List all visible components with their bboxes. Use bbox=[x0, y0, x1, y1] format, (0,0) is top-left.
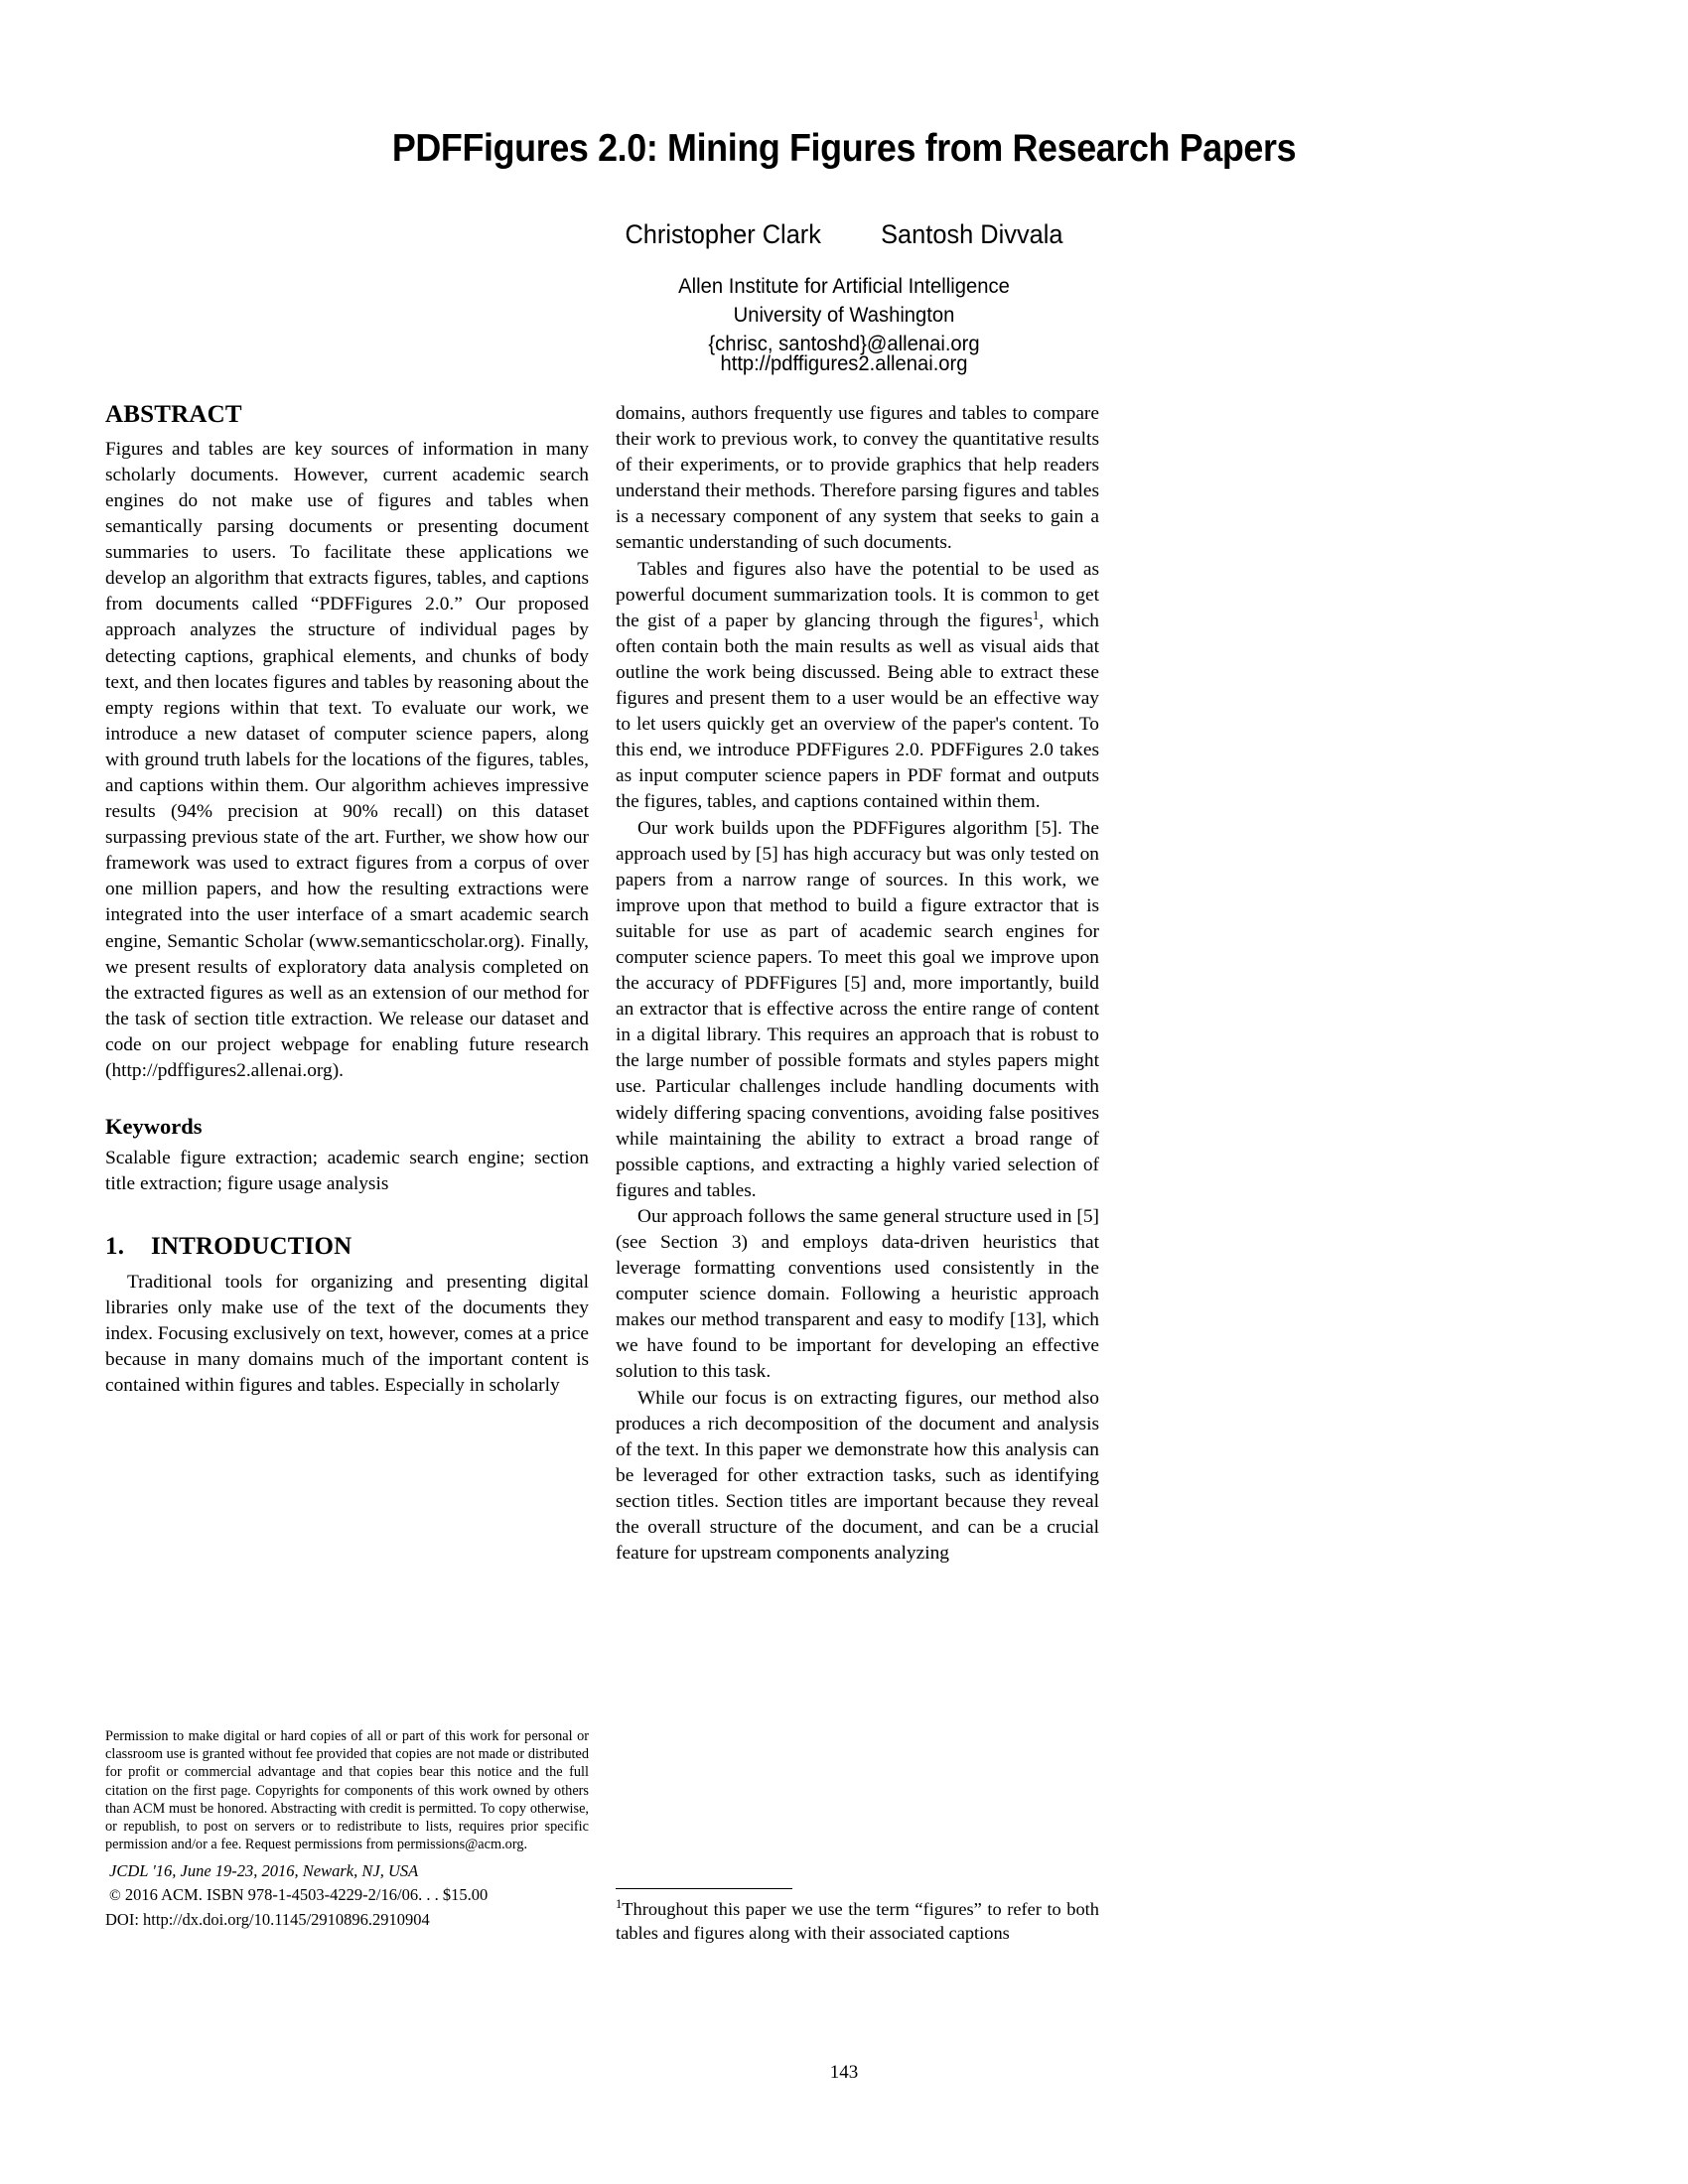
author-list bbox=[149, 219, 1540, 250]
abstract-text: Figures and tables are key sources of information in many scholarly documents. However, current academic search engines do not make use of figures and tables when semantically parsing documents or presenting document summaries to users. To facilitate these applications we develop an algorithm that extracts figures, tables, and captions from documents called “PDFFigures 2.0.” Our proposed approach analyzes the structure of individual pages by detecting captions, graphical elements, and chunks of body text, and then locates figures and tables by reasoning about the empty regions within that text. To evaluate our work, we introduce a new dataset of computer science papers, along with ground truth labels for the locations of the figures, tables, and captions within them. Our algorithm achieves impressive results (94% precision at 90% recall) on this dataset surpassing previous state of the art. Further, we show how our framework was used to extract figures from a corpus of over one million papers, and how the resulting extractions were integrated into the user interface of a smart academic search engine, Semantic Scholar (www.semanticscholar.org). Finally, we present results of exploratory data analysis completed on the extracted figures as well as an extension of our method for the task of section title extraction. We release our dataset and code on our project webpage for enabling future research (http://pdffigures2.allenai.org). bbox=[105, 438, 589, 1081]
permission-text: Permission to make digital or hard copies of all or part of this work for personal or classroom use is granted without fee provided that copies are not made or distributed for profit or commercial advantage and that copies bear this notice and the full citation on the first page. Copyrights for components of this work owned by others than ACM must be honored. Abstracting with credit is permitted. To copy otherwise, or republish, to post on servers or to redistribute to lists, requires prior specific permission and/or a fee. Request permissions from permissions@acm.org. bbox=[105, 1728, 589, 1853]
page-title: PDFFigures 2.0: Mining Figures from Research Papers bbox=[391, 127, 1297, 170]
intro-paragraph-1-continued: domains, authors frequently use figures and tables to compare their work to previous work, to convey the quantitative results of their experiments, or to provide graphics that help readers understand their methods. Therefore parsing figures and tables is a necessary component of any system that seeks to gain a semantic understanding of such documents. bbox=[616, 403, 1099, 554]
affiliation-block bbox=[149, 272, 1540, 357]
isbn-line bbox=[109, 1884, 589, 1906]
introduction-heading bbox=[105, 1233, 589, 1262]
affiliation-line-1: Allen Institute for Artificial Intelligence bbox=[678, 274, 1010, 298]
footnote-block bbox=[616, 1888, 1099, 1946]
keywords-text: Scalable figure extraction; academic search engine; section title extraction; figure usage analysis bbox=[105, 1147, 589, 1195]
keywords-heading: Keywords bbox=[105, 1114, 203, 1140]
footnote-text bbox=[616, 1897, 1099, 1946]
page-number: 143 bbox=[829, 2062, 859, 2083]
section-title: INTRODUCTION bbox=[151, 1233, 352, 1261]
doi-line[interactable]: DOI: http://dx.doi.org/10.1145/2910896.2910904 bbox=[105, 1910, 430, 1930]
author-name-1: Christopher Clark bbox=[625, 219, 821, 249]
isbn-text: 2016 ACM. ISBN 978-1-4503-4229-2/16/06. . . $15.00 bbox=[120, 1884, 489, 1904]
footnote-marker: 1 bbox=[616, 1897, 623, 1912]
intro-paragraph-4: Our approach follows the same general structure used in [5] (see Section 3) and employs data-driven heuristics that leverage formatting conventions used consistently in the computer science domain. Following a heuristic approach makes our method transparent and easy to modify [13], which we have found to be important for developing an effective solution to this task. bbox=[616, 1205, 1099, 1383]
intro-paragraph-5: While our focus is on extracting figures, our method also produces a rich decomposition of the document and analysis of the text. In this paper we demonstrate how this analysis can be leveraged for other extraction tasks, such as identifying section titles. Section titles are important because they reveal the overall structure of the document, and can be a crucial feature for upstream components analyzing bbox=[616, 1387, 1099, 1565]
intro-paragraph-3: Our work builds upon the PDFFigures algorithm [5]. The approach used by [5] has high accuracy but was only tested on papers from a narrow range of sources. In this work, we improve upon that method to build a figure extractor that is suitable for use as part of academic search engines for computer science papers. To meet this goal we improve upon the accuracy of PDFFigures [5] and, more importantly, build an extractor that is effective across the entire range of content in a digital library. This requires an approach that is robust to the large number of possible formats and styles papers might use. Particular challenges include handling documents with widely differing spacing conventions, avoiding false positives while maintaining the ability to extract a broad range of possible captions, and extracting a highly varied selection of figures and tables. bbox=[616, 817, 1099, 1201]
abstract-heading: ABSTRACT bbox=[105, 401, 242, 428]
affiliation-line-2: University of Washington bbox=[733, 302, 955, 327]
permission-block bbox=[105, 1727, 589, 1930]
author-name-2: Santosh Divvala bbox=[881, 219, 1063, 249]
section-number: 1. bbox=[105, 1233, 125, 1261]
footnote-rule bbox=[616, 1888, 792, 1889]
title-block bbox=[104, 127, 1584, 171]
venue-line: JCDL '16, June 19-23, 2016, Newark, NJ, USA bbox=[109, 1860, 419, 1880]
project-url-link[interactable]: http://pdffigures2.allenai.org bbox=[720, 351, 968, 375]
copyright-icon: © bbox=[109, 1886, 121, 1904]
right-column bbox=[616, 401, 1099, 1567]
intro-paragraph-1: Traditional tools for organizing and presenting digital libraries only make use of the text of the documents they index. Focusing exclusively on text, however, comes at a price because in many domains much of the important content is contained within figures and tables. Especially in scholarly bbox=[105, 1271, 589, 1397]
affiliation-email: {chrisc, santoshd}@allenai.org bbox=[708, 331, 980, 355]
left-column bbox=[105, 401, 589, 1399]
intro-paragraph-2: Tables and figures also have the potential to be used as powerful document summarization tools. It is common to get the gist of a paper by glancing through the figures$^1$, which often contain both the main results as well as visual aids that outline the work being discussed. Being able to extract these figures and present them to a user would be an effective way to let users quickly get an overview of the paper's content. To this end, we introduce PDFFigures 2.0. PDFFigures 2.0 takes as input computer science papers in PDF format and outputs the figures, tables, and captions contained within them. bbox=[616, 558, 1099, 813]
footnote-body: Throughout this paper we use the term “figures” to refer to both tables and figures along with their associated captions bbox=[616, 1899, 1099, 1944]
